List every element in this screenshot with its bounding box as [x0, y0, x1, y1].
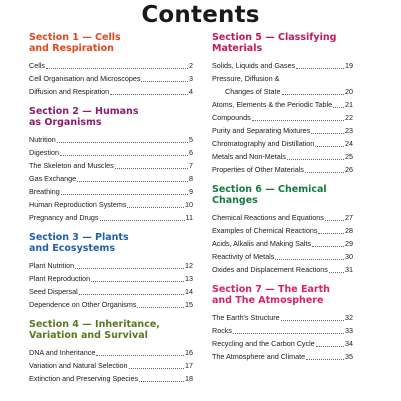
dot-leader — [325, 220, 344, 221]
dot-leader — [333, 107, 344, 108]
dot-leader — [305, 172, 344, 173]
toc-entry-label: Recycling and the Carbon Cycle — [212, 339, 315, 348]
toc-entry[interactable] — [212, 250, 353, 263]
toc-entry-label: Oxides and Displacement Reactions — [212, 265, 328, 274]
toc-entry-label: Metals and Non-Metals — [212, 152, 286, 161]
dot-leader — [282, 94, 344, 95]
dot-leader — [100, 220, 185, 221]
toc-entry-page: 27 — [345, 213, 353, 222]
section-heading-line: Materials — [212, 43, 263, 54]
section-heading — [212, 32, 353, 54]
contents-right-column — [212, 32, 353, 371]
toc-entry-label: The Earth's Structure — [212, 313, 280, 322]
dot-leader — [311, 133, 344, 134]
dot-leader — [57, 142, 188, 143]
toc-entry-page: 11 — [185, 213, 193, 222]
toc-entry-page: 21 — [345, 100, 353, 109]
dot-leader — [75, 268, 184, 269]
toc-entry[interactable] — [29, 59, 193, 72]
dot-leader — [306, 359, 344, 360]
section-heading-line: Section 2 — Humans — [29, 106, 139, 117]
section — [29, 319, 193, 385]
toc-entry-page: 28 — [345, 226, 353, 235]
toc-entry[interactable] — [212, 263, 353, 276]
toc-entry-page: 25 — [345, 152, 353, 161]
toc-entry[interactable] — [212, 237, 353, 250]
toc-entry[interactable] — [212, 163, 353, 176]
toc-entry[interactable] — [29, 211, 193, 224]
toc-entry[interactable] — [212, 72, 353, 85]
toc-entry-label: Extinction and Preserving Species — [29, 374, 139, 383]
toc-entry-label: Digestion — [29, 148, 59, 157]
dot-leader — [96, 355, 184, 356]
toc-entry-page: 32 — [345, 313, 353, 322]
section — [212, 184, 353, 276]
toc-entry[interactable] — [212, 98, 353, 111]
dot-leader — [287, 159, 344, 160]
toc-entry-label: Seed Dispersal — [29, 287, 78, 296]
dot-leader — [141, 81, 188, 82]
toc-entry[interactable] — [29, 72, 193, 85]
toc-entry-page: 12 — [185, 261, 193, 270]
section-heading — [212, 184, 353, 206]
toc-entry-page: 26 — [345, 165, 353, 174]
toc-entry-page: 22 — [345, 113, 353, 122]
toc-entry-label: Pregnancy and Drugs — [29, 213, 99, 222]
toc-entry-label: Plant Nutrition — [29, 261, 75, 270]
toc-entry[interactable] — [29, 146, 193, 159]
toc-entry-label: Compounds — [212, 113, 251, 122]
dot-leader — [129, 368, 184, 369]
toc-entry-page: 34 — [345, 339, 353, 348]
toc-entry-label: The Skeleton and Muscles — [29, 161, 114, 170]
toc-entry[interactable] — [29, 172, 193, 185]
dot-leader — [281, 320, 344, 321]
dot-leader — [127, 207, 184, 208]
toc-entry-page: 23 — [345, 126, 353, 135]
toc-entry-label: Chemical Reactions and Equations — [212, 213, 324, 222]
toc-entry[interactable] — [29, 298, 193, 311]
dot-leader — [252, 120, 344, 121]
toc-entry-label: The Atmosphere and Climate — [212, 352, 306, 361]
toc-entry[interactable] — [212, 111, 353, 124]
toc-entry-page: 19 — [345, 61, 353, 70]
section-heading-line: Section 7 — The Earth — [212, 284, 330, 295]
toc-entry[interactable] — [212, 137, 353, 150]
dot-leader — [46, 68, 188, 69]
toc-entry-label: Reactivity of Metals — [212, 252, 275, 261]
toc-entry-label: Cell Organisation and Microscopes — [29, 74, 141, 83]
toc-entry-page: 20 — [345, 87, 353, 96]
toc-entry[interactable] — [29, 372, 193, 385]
toc-entry-page: 15 — [185, 300, 193, 309]
dot-leader — [329, 272, 344, 273]
toc-entry[interactable] — [29, 259, 193, 272]
toc-entry-page: 10 — [185, 200, 193, 209]
toc-entry-page: 16 — [185, 348, 193, 357]
toc-entry-label: Pressure, Diffusion & — [212, 74, 280, 83]
dot-leader — [77, 181, 188, 182]
toc-entry-page: 35 — [345, 352, 353, 361]
toc-entry[interactable] — [29, 285, 193, 298]
dot-leader — [115, 168, 188, 169]
toc-entry-label: Variation and Natural Selection — [29, 361, 128, 370]
toc-entry[interactable] — [212, 337, 353, 350]
toc-entry[interactable] — [212, 311, 353, 324]
toc-entry[interactable] — [212, 350, 353, 363]
toc-entry-page: 33 — [345, 326, 353, 335]
dot-leader — [312, 246, 344, 247]
toc-entry-page: 14 — [185, 287, 193, 296]
toc-entry-label: Rocks — [212, 326, 232, 335]
page-title: Contents — [141, 2, 260, 28]
dot-leader — [79, 294, 184, 295]
section-heading-line: Section 3 — Plants — [29, 232, 129, 243]
toc-entry-page: 31 — [345, 265, 353, 274]
dot-leader — [110, 94, 188, 95]
contents-left-column — [29, 32, 193, 393]
toc-entry-page: 17 — [185, 361, 193, 370]
toc-entry-page: 18 — [185, 374, 193, 383]
toc-entry[interactable] — [29, 272, 193, 285]
toc-entry-label: Properties of Other Materials — [212, 165, 304, 174]
toc-entry[interactable] — [212, 85, 353, 98]
toc-entry-page: 4 — [189, 87, 193, 96]
dot-leader — [233, 333, 344, 334]
dot-leader — [315, 146, 344, 147]
toc-entry-label: Diffusion and Respiration — [29, 87, 110, 96]
toc-entry-page: 13 — [185, 274, 193, 283]
toc-entry[interactable] — [29, 159, 193, 172]
section-heading-line: Section 1 — Cells — [29, 32, 121, 43]
toc-entry-label: Atoms, Elements & the Periodic Table — [212, 100, 333, 109]
section-heading — [29, 232, 193, 254]
toc-entry[interactable] — [29, 185, 193, 198]
toc-entry-label: Acids, Alkalis and Making Salts — [212, 239, 312, 248]
toc-entry-page: 9 — [189, 187, 193, 196]
toc-entry-page: 24 — [345, 139, 353, 148]
toc-entry-page: 29 — [345, 239, 353, 248]
toc-entry[interactable] — [29, 346, 193, 359]
section-heading-line: and Ecosystems — [29, 243, 115, 254]
toc-entry-label: Changes of State — [225, 87, 281, 96]
toc-entry[interactable] — [212, 59, 353, 72]
section — [212, 284, 353, 363]
toc-entry-label: Cells — [29, 61, 45, 70]
toc-entry-page: 7 — [189, 161, 193, 170]
toc-entry[interactable] — [29, 85, 193, 98]
toc-entry-page: 30 — [345, 252, 353, 261]
section-heading — [29, 32, 193, 54]
dot-leader — [316, 346, 344, 347]
toc-entry-page: 2 — [189, 61, 193, 70]
section — [29, 106, 193, 224]
dot-leader — [296, 68, 344, 69]
toc-entry-label: Nutrition — [29, 135, 56, 144]
toc-entry-label: DNA and Inheritance — [29, 348, 96, 357]
toc-entry-label: Human Reproduction Systems — [29, 200, 127, 209]
section-heading-line: Variation and Survival — [29, 330, 148, 341]
toc-entry[interactable] — [29, 198, 193, 211]
toc-entry-label: Breathing — [29, 187, 60, 196]
section-heading-line: Changes — [212, 195, 258, 206]
toc-entry-label: Examples of Chemical Reactions — [212, 226, 318, 235]
toc-entry[interactable] — [212, 324, 353, 337]
toc-entry[interactable] — [29, 359, 193, 372]
dot-leader — [318, 233, 344, 234]
toc-entry-page: 8 — [189, 174, 193, 183]
toc-entry-label: Chromatography and Distillation — [212, 139, 315, 148]
toc-entry[interactable] — [212, 124, 353, 137]
section-heading — [29, 319, 193, 341]
section — [212, 32, 353, 176]
toc-entry-page: 6 — [189, 148, 193, 157]
dot-leader — [61, 194, 188, 195]
section-heading — [29, 106, 193, 128]
section-heading-line: Section 4 — Inheritance, — [29, 319, 160, 330]
section-heading — [212, 284, 353, 306]
section-heading-line: Section 5 — Classifying — [212, 32, 337, 43]
toc-entry-label: Dependence on Other Organisms — [29, 300, 137, 309]
dot-leader — [60, 155, 188, 156]
section — [29, 32, 193, 98]
dot-leader — [137, 307, 184, 308]
section — [29, 232, 193, 311]
toc-entry-label: Gas Exchange — [29, 174, 77, 183]
dot-leader — [139, 381, 184, 382]
toc-entry[interactable] — [212, 211, 353, 224]
dot-leader — [91, 281, 184, 282]
toc-entry-label: Plant Reproduction — [29, 274, 91, 283]
toc-entry[interactable] — [29, 133, 193, 146]
toc-entry[interactable] — [212, 150, 353, 163]
toc-entry-page: 3 — [189, 74, 193, 83]
section-heading-line: and The Atmosphere — [212, 295, 324, 306]
section-heading-line: Section 6 — Chemical — [212, 184, 327, 195]
toc-entry-page: 5 — [189, 135, 193, 144]
dot-leader — [275, 259, 344, 260]
toc-entry[interactable] — [212, 224, 353, 237]
section-heading-line: as Organisms — [29, 117, 102, 128]
section-heading-line: and Respiration — [29, 43, 114, 54]
toc-entry-label: Purity and Separating Mixtures — [212, 126, 311, 135]
toc-entry-label: Solids, Liquids and Gases — [212, 61, 296, 70]
